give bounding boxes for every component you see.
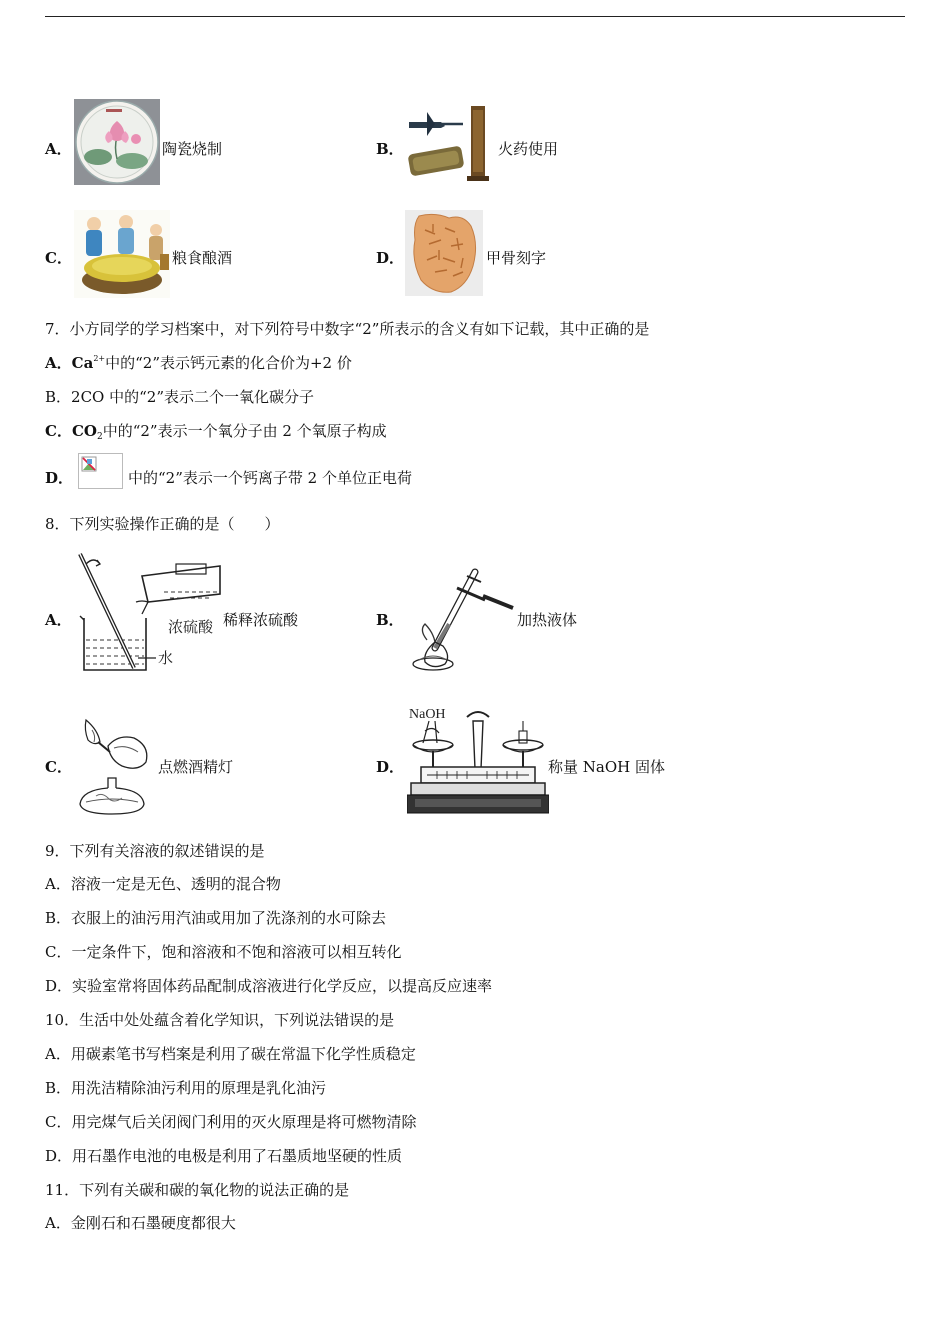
q9-option-c: C．一定条件下，饱和溶液和不饱和溶液可以相互转化 [45, 943, 402, 961]
option-text: 稀释浓硫酸 [223, 611, 299, 629]
option-label: A． [45, 140, 72, 158]
option-text: 称量 NaOH 固体 [548, 758, 665, 776]
option-label: C． [45, 758, 72, 776]
option-text: 点燃酒精灯 [158, 758, 234, 776]
weighing-balance-diagram [407, 703, 549, 815]
q7-option-c [45, 421, 387, 441]
heating-liquid-diagram [405, 566, 517, 674]
question-stem: 8．下列实验操作正确的是（ ） [45, 515, 280, 533]
question-stem: 10．生活中处处蕴含着化学知识，下列说法错误的是 [45, 1011, 395, 1029]
q11-option-a: A．金刚石和石墨硬度都很大 [45, 1214, 236, 1232]
q9-option-a: A．溶液一定是无色、透明的混合物 [45, 875, 281, 893]
fig-label-water: 水 [158, 649, 174, 667]
option-text: 中的“2”表示一个钙离子带 2 个单位正电荷 [128, 469, 412, 487]
question-stem: 11．下列有关碳和碳的氧化物的说法正确的是 [45, 1181, 350, 1199]
option-text: 火药使用 [498, 140, 559, 158]
formula-base: Ca [71, 354, 94, 372]
option-label: C． [45, 249, 72, 267]
fig-label-naoh: NaOH [409, 707, 446, 722]
q10-option-d: D．用石墨作电池的电极是利用了石墨质地坚硬的性质 [45, 1147, 403, 1165]
option-text: 甲骨刻字 [486, 249, 547, 267]
option-label: D． [45, 469, 74, 487]
oracle-bone-icon [405, 210, 483, 296]
option-label: B． [376, 140, 404, 158]
option-text: 粮食酿酒 [172, 249, 233, 267]
formula-base: CO [71, 422, 97, 440]
option-text: 中的“2”表示钙元素的化合价为+2 价 [105, 354, 352, 372]
q9-option-d: D．实验室常将固体药品配制成溶液进行化学反应，以提高反应速率 [45, 977, 493, 995]
question-stem: 7．小方同学的学习档案中，对下列符号中数字“2”所表示的含义有如下记载，其中正确的是 [45, 320, 650, 338]
question-stem: 9．下列有关溶液的叙述错误的是 [45, 842, 265, 860]
formula-subscript: 2 [96, 432, 103, 442]
option-label: C． [45, 422, 72, 440]
fig-label-acid: 浓硫酸 [168, 618, 214, 636]
q7-option-b: B．2CO 中的“2”表示二个一氧化碳分子 [45, 388, 314, 406]
q10-option-c: C．用完煤气后关闭阀门利用的灭火原理是将可燃物清除 [45, 1113, 417, 1131]
option-label: A． [45, 354, 72, 372]
dilute-acid-diagram [72, 548, 223, 673]
q10-option-b: B．用洗洁精除油污利用的原理是乳化油污 [45, 1079, 327, 1097]
header-rule [45, 16, 905, 17]
lighting-alcohol-lamp-diagram [72, 716, 158, 816]
option-text: 中的“2”表示一个氧分子由 2 个氧原子构成 [102, 422, 387, 440]
porcelain-plate-icon [74, 99, 160, 185]
option-text: 加热液体 [517, 611, 578, 629]
option-label: A． [45, 611, 72, 629]
q10-option-a: A．用碳素笔书写档案是利用了碳在常温下化学性质稳定 [45, 1045, 416, 1063]
option-label: B． [376, 611, 404, 629]
q9-option-b: B．衣服上的油污用汽油或用加了洗涤剂的水可除去 [45, 909, 387, 927]
brewing-people-icon [74, 210, 170, 298]
formula-superscript: 2+ [93, 354, 106, 363]
option-text: 陶瓷烧制 [162, 140, 223, 158]
gunpowder-rocket-icon [405, 104, 493, 184]
broken-image-icon [78, 453, 123, 489]
option-label: D． [376, 758, 405, 776]
q7-option-a [45, 353, 352, 373]
option-label: D． [376, 249, 405, 267]
